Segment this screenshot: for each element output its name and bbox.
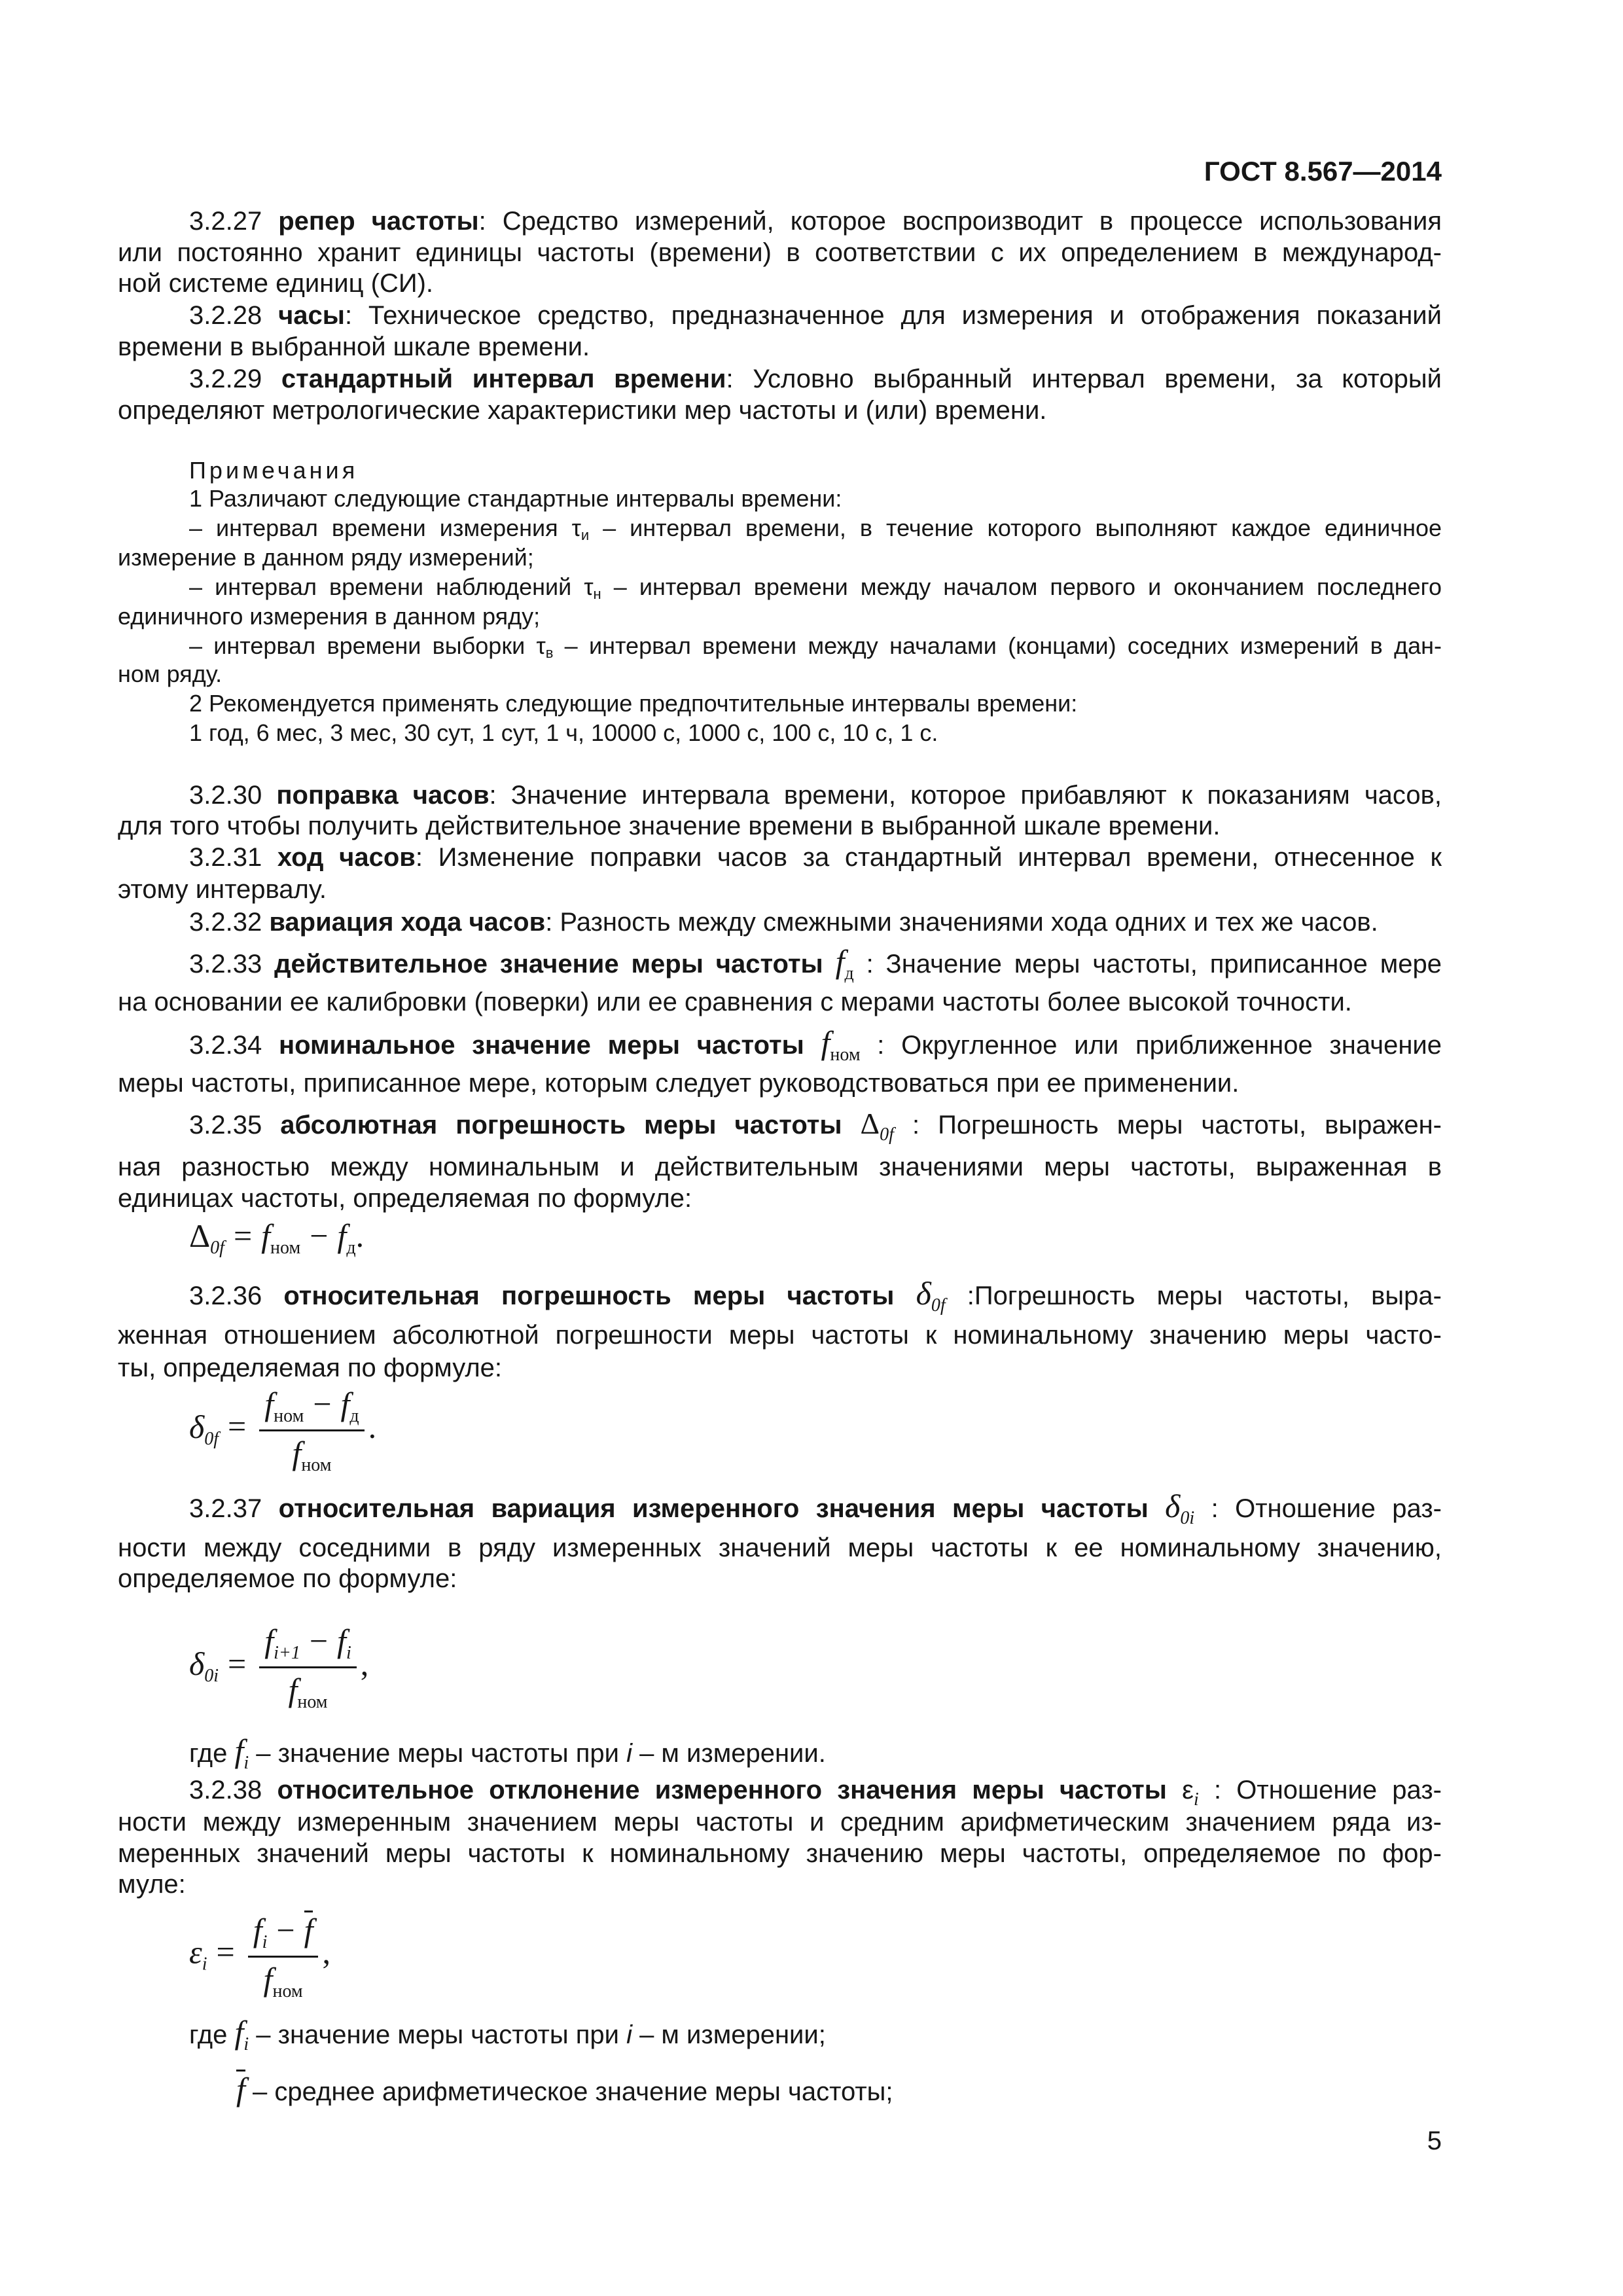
def-number: 3.2.34: [189, 1031, 262, 1060]
def-number: 3.2.27: [189, 207, 262, 236]
formula-relative-deviation: [189, 1908, 330, 2003]
def-3-2-38-line-4: муле:: [118, 1870, 186, 1899]
numerator-term-b-subscript: i: [346, 1643, 351, 1663]
symbol-f: f: [234, 2014, 244, 2051]
def-3-2-35-line-3: единицах частоты, определяемая по формуле:: [118, 1184, 692, 1213]
def-term: стандартный интервал времени: [281, 365, 726, 393]
note-item-observation-line-2: единичного измерения в данном ряду;: [118, 603, 541, 630]
document-code: ГОСТ 8.567—2014: [1204, 156, 1442, 187]
symbol-subscript: 0i: [1180, 1508, 1195, 1528]
def-text: : Разность между смежными значениями хода одних и тех же часов.: [545, 908, 1378, 937]
def-number: 3.2.37: [189, 1494, 262, 1523]
numerator-term-b-subscript: д: [349, 1405, 359, 1426]
symbol-subscript: ном: [830, 1045, 861, 1065]
def-text: : Округленное или приближенное значение: [860, 1031, 1442, 1060]
def-3-2-27-line-1: [189, 206, 1442, 237]
symbol-subscript: 0f: [931, 1295, 946, 1316]
def-term: относительная погрешность меры частоты: [283, 1282, 895, 1310]
note-item-lead: – интервал времени измерения: [189, 514, 572, 541]
def-3-2-30-line-2: для того чтобы получить действительное значение времени в выбранной шкале времени.: [118, 812, 1221, 840]
def-text: : Изменение поправки часов за стандартный интервал времени, отнесенное к: [415, 843, 1442, 872]
formula-end: ,: [322, 1933, 330, 1970]
formula-lhs-subscript: 0i: [204, 1665, 219, 1686]
def-term: вариация хода часов: [269, 908, 546, 937]
def-3-2-33-line-1: [189, 943, 1442, 984]
symbol-subscript: i: [243, 2034, 249, 2054]
where-text: – значение меры частоты при: [249, 2020, 627, 2049]
def-3-2-30-line-1: [189, 780, 1442, 811]
formula-term-a-subscript: ном: [270, 1238, 301, 1258]
numerator-term-b: f: [337, 1623, 346, 1659]
notes-title-text: Примечания: [189, 457, 359, 484]
note-item-lead: – интервал времени наблюдений: [189, 573, 584, 600]
formula-fraction: [259, 1623, 356, 1712]
def-number: 3.2.35: [189, 1111, 262, 1139]
def-text: :Погрешность меры частоты, выра-: [945, 1282, 1442, 1310]
tau-symbol: τ: [536, 632, 546, 659]
fraction-numerator: [259, 1623, 356, 1666]
formula-term-b: f: [337, 1217, 347, 1254]
where-line-mean: [236, 2070, 1442, 2108]
note-item-measurement-line-1: [189, 514, 1442, 543]
def-term: относительная вариация измеренного значения меры частоты: [278, 1494, 1149, 1523]
def-3-2-36-line-3: ты, определяемая по формуле:: [118, 1354, 503, 1382]
def-number: 3.2.28: [189, 301, 262, 330]
tau-subscript: и: [580, 527, 590, 543]
def-text: : Отношение раз-: [1194, 1494, 1442, 1523]
symbol-f: f: [234, 1732, 244, 1769]
def-number: 3.2.31: [189, 843, 262, 872]
denominator-subscript: ном: [297, 1692, 328, 1712]
numerator-mean-f: f: [304, 1911, 313, 1948]
formula-term-b-subscript: д: [346, 1238, 356, 1258]
numerator-minus: −: [313, 1385, 332, 1422]
where-text-end: – м измерении;: [632, 2020, 826, 2049]
def-3-2-38-line-3: меренных значений меры частоты к номинальному значению меры частоты, определяемое по фор-: [118, 1839, 1442, 1868]
formula-lhs: ε: [189, 1933, 202, 1970]
formula-equals: =: [228, 1645, 247, 1682]
tau-subscript: н: [593, 586, 601, 602]
def-number: 3.2.30: [189, 781, 262, 810]
symbol-subscript: 0f: [880, 1124, 894, 1145]
def-term: репер частоты: [278, 207, 479, 236]
formula-lhs-subscript: 0f: [204, 1428, 219, 1449]
note-1: 1 Различают следующие стандартные интервалы времени:: [189, 485, 842, 512]
note-item-rest: – интервал времени между началом первого и окончанием последнего: [601, 573, 1442, 600]
where-line: [189, 1732, 1442, 1773]
def-3-2-37-line-2: ности между соседними в ряду измеренных значений меры частоты к ее номинальному значению,: [118, 1534, 1442, 1562]
numerator-term-a-subscript: i: [262, 1931, 268, 1952]
symbol-subscript: д: [844, 963, 854, 984]
formula-equals: =: [228, 1408, 247, 1445]
where-text: – среднее арифметическое значение меры частоты;: [245, 2077, 893, 2106]
denominator-term: f: [288, 1672, 298, 1708]
formula-absolute-error: [189, 1214, 364, 1261]
def-text: : Погрешность меры частоты, выражен-: [893, 1111, 1442, 1139]
formula-lhs: Δ: [189, 1217, 211, 1254]
symbol-subscript: i: [243, 1753, 249, 1773]
numerator-term-b: f: [340, 1385, 350, 1422]
where-lead: где: [189, 2020, 235, 2049]
symbol-delta: Δ: [860, 1107, 880, 1140]
formula-lhs-subscript: 0f: [210, 1238, 224, 1258]
fraction-numerator: [248, 1910, 319, 1956]
def-3-2-31-line-1: [189, 842, 1442, 873]
symbol-delta-small: δ: [916, 1275, 931, 1312]
symbol-subscript: i: [1193, 1789, 1199, 1810]
numerator-term-a: f: [253, 1911, 262, 1948]
def-number: 3.2.38: [189, 1776, 262, 1804]
notes-title: [189, 456, 1442, 485]
def-text: : Значение меры частоты, приписанное мере: [853, 950, 1442, 978]
formula-equals: =: [233, 1217, 253, 1254]
def-3-2-38-line-2: ности между измеренным значением меры частоты и средним арифметическим значением ряда из-: [118, 1808, 1442, 1837]
def-3-2-29-line-1: [189, 363, 1442, 395]
numerator-minus: −: [276, 1911, 295, 1948]
def-3-2-29-line-2: определяют метрологические характеристики мер частоты и (или) времени.: [118, 396, 1047, 425]
def-3-2-32-line-1: [189, 906, 1442, 938]
def-term: ход часов: [277, 843, 416, 872]
formula-end: .: [368, 1408, 377, 1445]
def-3-2-38-line-1: [189, 1774, 1442, 1810]
formula-lhs: δ: [189, 1408, 205, 1445]
index-i: i: [626, 1739, 632, 1768]
def-term: номинальное значение меры частоты: [278, 1031, 804, 1060]
def-3-2-34-line-1: [189, 1024, 1442, 1065]
numerator-term-a: f: [264, 1385, 274, 1422]
def-3-2-28-line-1: [189, 300, 1442, 331]
fraction-denominator: [248, 1956, 319, 2001]
def-term: поправка часов: [276, 781, 490, 810]
formula-minus: −: [310, 1217, 329, 1254]
def-term: часы: [278, 301, 345, 330]
def-number: 3.2.32: [189, 908, 262, 937]
def-term: относительное отклонение измеренного значения меры частоты: [277, 1776, 1167, 1804]
def-3-2-27-line-3: ной системе единиц (СИ).: [118, 269, 434, 298]
tau-symbol: τ: [584, 573, 594, 600]
denominator-term: f: [263, 1960, 273, 1998]
def-3-2-31-line-2: этому интервалу.: [118, 875, 327, 904]
where-line: [189, 2014, 1442, 2054]
denominator-subscript: ном: [272, 1981, 303, 2001]
note-item-rest: – интервал времени, в течение которого выполняют каждое единичное: [589, 514, 1442, 541]
tau-subscript: в: [545, 645, 554, 661]
def-3-2-27-line-2: или постоянно хранит единицы частоты (времени) в соответствии с их определением в международ-: [118, 238, 1442, 267]
formula-lhs: δ: [189, 1645, 205, 1682]
note-item-observation-line-1: [189, 573, 1442, 601]
def-number: 3.2.36: [189, 1282, 262, 1310]
def-3-2-34-line-2: меры частоты, приписанное мере, которым следует руководствоваться при ее применении.: [118, 1069, 1240, 1098]
where-lead: где: [189, 1739, 235, 1768]
def-text: : Техническое средство, предназначенное для измерения и отображения показаний: [344, 301, 1442, 330]
def-3-2-35-line-2: ная разностью между номинальным и действительным значениями меры частоты, выраженная в: [118, 1153, 1442, 1181]
numerator-minus: −: [309, 1623, 329, 1659]
formula-body: [189, 1910, 330, 2001]
def-number: 3.2.29: [189, 365, 262, 393]
fraction-numerator: [259, 1386, 364, 1429]
def-term: действительное значение меры частоты: [274, 950, 823, 978]
formula-equals: =: [216, 1933, 235, 1970]
numerator-term-a: f: [264, 1623, 274, 1659]
def-3-2-36-line-2: женная отношением абсолютной погрешности меры частоты к номинальному значению меры часто-: [118, 1321, 1442, 1350]
def-3-2-35-line-1: [189, 1107, 1442, 1145]
note-item-rest: – интервал времени между началами (концами) соседних измерений в дан-: [553, 632, 1442, 659]
denominator-term: f: [292, 1434, 302, 1471]
formula-body: [189, 1218, 364, 1257]
def-term: абсолютная погрешность меры частоты: [280, 1111, 842, 1139]
note-item-sampling-line-1: [189, 632, 1442, 660]
formula-relative-error: [189, 1381, 376, 1479]
symbol-delta-small: δ: [1165, 1488, 1181, 1524]
def-3-2-33-line-2: на основании ее калибровки (поверки) или ее сравнения с мерами частоты более высокой точности.: [118, 988, 1352, 1016]
formula-end: .: [355, 1217, 365, 1254]
symbol-f: f: [835, 943, 845, 980]
formula-body: [189, 1623, 368, 1712]
index-i: i: [626, 2020, 632, 2049]
tau-symbol: τ: [571, 514, 581, 541]
formula-fraction: [248, 1910, 319, 2001]
note-2-intervals-list: 1 год, 6 мес, 3 мес, 30 сут, 1 сут, 1 ч, 10000 с, 1000 с, 100 с, 10 с, 1 с.: [189, 719, 938, 746]
fraction-denominator: [259, 1666, 356, 1712]
fraction-denominator: [259, 1429, 364, 1475]
def-3-2-37-line-1: [189, 1488, 1442, 1528]
page-number: 5: [1427, 2126, 1442, 2155]
formula-fraction: [259, 1386, 364, 1475]
formula-end: ,: [360, 1645, 369, 1682]
where-text: – значение меры частоты при: [249, 1739, 627, 1768]
def-text: : Средство измерений, которое воспроизводит в процессе использования: [478, 207, 1442, 236]
def-text: : Отношение раз-: [1198, 1776, 1442, 1804]
formula-relative-variation: [189, 1620, 368, 1715]
def-3-2-36-line-1: [189, 1275, 1442, 1316]
note-item-measurement-line-2: измерение в данном ряду измерений;: [118, 544, 534, 571]
symbol-f-mean: f: [236, 2071, 245, 2108]
formula-lhs-subscript: i: [202, 1953, 207, 1974]
symbol-f: f: [821, 1024, 830, 1061]
note-item-lead: – интервал времени выборки: [189, 632, 537, 659]
note-2: 2 Рекомендуется применять следующие предпочтительные интервалы времени:: [189, 690, 1078, 717]
def-text: : Условно выбранный интервал времени, за который: [726, 365, 1442, 393]
numerator-term-a-subscript: ном: [274, 1405, 304, 1426]
def-number: 3.2.33: [189, 950, 262, 978]
def-text: : Значение интервала времени, которое прибавляют к показаниям часов,: [489, 781, 1442, 810]
where-text-end: – м измерении.: [632, 1739, 826, 1768]
symbol-epsilon: ε: [1182, 1776, 1194, 1804]
note-item-sampling-line-2: ном ряду.: [118, 660, 223, 687]
numerator-term-a-subscript: i+1: [274, 1643, 300, 1663]
formula-body: [189, 1386, 376, 1475]
formula-term-a: f: [261, 1217, 271, 1254]
def-3-2-37-line-3: определяемое по формуле:: [118, 1564, 457, 1593]
def-3-2-28-line-2: времени в выбранной шкале времени.: [118, 332, 590, 361]
denominator-subscript: ном: [301, 1454, 332, 1475]
